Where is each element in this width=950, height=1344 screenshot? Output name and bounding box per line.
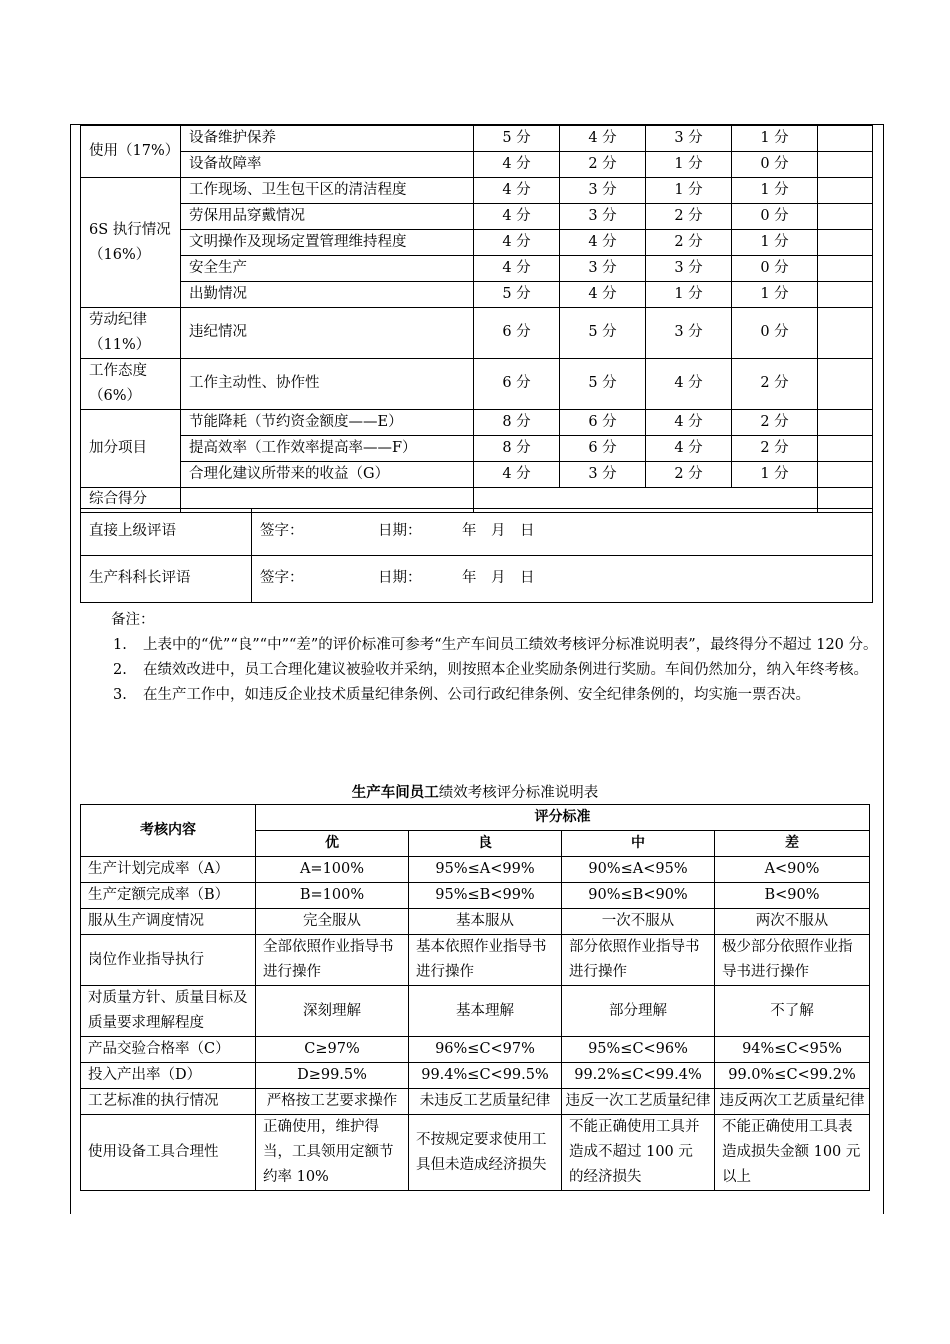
score-cell: 2 分 (732, 359, 818, 410)
standard-cell: 95%≤A<99% (409, 857, 562, 883)
standard-cell: 严格按工艺要求操作 (256, 1089, 409, 1115)
sign-label: 签字： (260, 570, 304, 587)
standard-cell: 违反一次工艺质量纪律 (562, 1089, 715, 1115)
score-cell: 2 分 (732, 410, 818, 436)
content-cell: 使用设备工具合理性 (81, 1115, 256, 1191)
score-cell: 3 分 (646, 308, 732, 359)
score-cell: 4 分 (474, 178, 560, 204)
comment-label: 直接上级评语 (81, 509, 252, 556)
blank-score-cell[interactable] (818, 230, 873, 256)
standard-cell: A=100% (256, 857, 409, 883)
note-text: 上表中的“优”“良”“中”“差”的评价标准可参考“生产车间员工绩效考核评分标准说明表”，最终得分不超过 120 分。 (143, 637, 878, 653)
blank-score-cell[interactable] (818, 410, 873, 436)
title-bold-part: 生产车间员工 (351, 784, 439, 801)
score-cell: 2 分 (646, 230, 732, 256)
score-cell: 2 分 (732, 436, 818, 462)
score-cell: 4 分 (560, 282, 646, 308)
score-cell: 4 分 (474, 230, 560, 256)
standard-row (81, 935, 870, 986)
item-cell: 劳保用品穿戴情况 (181, 204, 474, 230)
standard-row (81, 883, 870, 909)
score-cell: 3 分 (560, 178, 646, 204)
standard-cell: 99.0%≤C<99.2% (715, 1063, 870, 1089)
note-text: 在绩效改进中，员工合理化建议被验收并采纳，则按照本企业奖励条例进行奖励。车间仍然加分，纳入年终考核。 (143, 662, 868, 678)
blank-score-cell[interactable] (818, 204, 873, 230)
date-ymd: 年 月 日 (462, 523, 535, 540)
item-cell: 文明操作及现场定置管理维持程度 (181, 230, 474, 256)
score-cell: 3 分 (560, 204, 646, 230)
note-text: 在生产工作中，如违反企业技术质量纪律条例、公司行政纪律条例、安全纪律条例的，均实施一票否决。 (143, 687, 810, 703)
table-row (81, 410, 873, 436)
standard-cell: 正确使用，维护得当，工具领用定额节约率 10% (256, 1115, 409, 1191)
standard-cell: 不按规定要求使用工具但未造成经济损失 (409, 1115, 562, 1191)
item-cell: 节能降耗（节约资金额度——E） (181, 410, 474, 436)
standard-cell: B=100% (256, 883, 409, 909)
blank-score-cell[interactable] (818, 178, 873, 204)
item-cell: 安全生产 (181, 256, 474, 282)
standard-cell: 99.4%≤C<99.5% (409, 1063, 562, 1089)
standard-cell: 不能正确使用工具表造成损失金额 100 元以上 (715, 1115, 870, 1191)
score-cell: 1 分 (732, 462, 818, 488)
standard-cell: 全部依照作业指导书进行操作 (256, 935, 409, 986)
comments-table (80, 508, 873, 603)
header-standard: 评分标准 (256, 805, 870, 831)
note-number: 2. (113, 662, 127, 678)
standard-cell: A<90% (715, 857, 870, 883)
score-cell: 2 分 (560, 152, 646, 178)
standards-table (80, 804, 870, 1191)
standard-cell: 96%≤C<97% (409, 1037, 562, 1063)
item-cell: 工作主动性、协作性 (181, 359, 474, 410)
score-cell: 3 分 (646, 256, 732, 282)
comment-row (81, 509, 873, 556)
notes (80, 608, 880, 708)
standard-cell: 两次不服从 (715, 909, 870, 935)
score-cell: 4 分 (474, 152, 560, 178)
blank-score-cell[interactable] (818, 436, 873, 462)
score-cell: 5 分 (474, 282, 560, 308)
content-cell: 服从生产调度情况 (81, 909, 256, 935)
score-cell: 2 分 (646, 462, 732, 488)
score-cell: 0 分 (732, 256, 818, 282)
score-cell: 0 分 (732, 152, 818, 178)
score-cell: 1 分 (732, 230, 818, 256)
score-cell: 4 分 (646, 436, 732, 462)
score-cell: 8 分 (474, 436, 560, 462)
score-cell: 6 分 (560, 410, 646, 436)
standards-table-title (0, 781, 950, 802)
score-cell: 6 分 (560, 436, 646, 462)
total-label: 综合得分 (81, 488, 181, 513)
standard-cell: 99.2%≤C<99.4% (562, 1063, 715, 1089)
blank-score-cell[interactable] (818, 308, 873, 359)
header-content: 考核内容 (81, 805, 256, 857)
score-cell: 8 分 (474, 410, 560, 436)
score-cell: 0 分 (732, 308, 818, 359)
table-row (81, 126, 873, 152)
standard-cell: 不能正确使用工具并造成不超过 100 元的经济损失 (562, 1115, 715, 1191)
standard-cell: 94%≤C<95% (715, 1037, 870, 1063)
level-header: 良 (409, 831, 562, 857)
notes-heading: 备注： (111, 612, 155, 628)
note-item (80, 658, 880, 683)
blank-score-cell[interactable] (818, 256, 873, 282)
standard-cell: 部分依照作业指导书进行操作 (562, 935, 715, 986)
score-cell: 2 分 (646, 204, 732, 230)
standard-cell: 深刻理解 (256, 986, 409, 1037)
score-cell: 3 分 (646, 126, 732, 152)
score-cell: 0 分 (732, 204, 818, 230)
blank-score-cell[interactable] (818, 359, 873, 410)
content-cell: 工艺标准的执行情况 (81, 1089, 256, 1115)
blank-score-cell[interactable] (818, 152, 873, 178)
note-item (80, 633, 880, 658)
standard-cell: 完全服从 (256, 909, 409, 935)
standard-cell: D≥99.5% (256, 1063, 409, 1089)
title-rest-part: 绩效考核评分标准说明表 (438, 785, 599, 801)
standard-cell: 不了解 (715, 986, 870, 1037)
item-cell: 工作现场、卫生包干区的清洁程度 (181, 178, 474, 204)
date-label: 日期： (378, 523, 422, 540)
standard-cell: 一次不服从 (562, 909, 715, 935)
score-cell: 5 分 (560, 359, 646, 410)
blank-score-cell[interactable] (818, 282, 873, 308)
standard-cell: 未违反工艺质量纪律 (409, 1089, 562, 1115)
note-item (80, 683, 880, 708)
comment-label: 生产科科长评语 (81, 556, 252, 603)
item-cell: 设备维护保养 (181, 126, 474, 152)
table-row (81, 308, 873, 359)
score-cell: 6 分 (474, 308, 560, 359)
standard-cell: 极少部分依照作业指导书进行操作 (715, 935, 870, 986)
table-row (81, 178, 873, 204)
standard-cell: 基本服从 (409, 909, 562, 935)
standard-row (81, 986, 870, 1037)
item-cell: 合理化建议所带来的收益（G） (181, 462, 474, 488)
score-cell: 5 分 (474, 126, 560, 152)
category-cell: 使用（17%） (81, 126, 181, 178)
table-row (81, 436, 873, 462)
table-row (81, 359, 873, 410)
content-cell: 生产计划完成率（A） (81, 857, 256, 883)
standard-row (81, 1089, 870, 1115)
item-cell: 违纪情况 (181, 308, 474, 359)
standard-cell: 部分理解 (562, 986, 715, 1037)
score-cell: 4 分 (560, 230, 646, 256)
table-row (81, 204, 873, 230)
blank-score-cell[interactable] (818, 126, 873, 152)
standard-row (81, 857, 870, 883)
score-cell: 1 分 (732, 282, 818, 308)
content-cell: 投入产出率（D） (81, 1063, 256, 1089)
score-cell: 4 分 (646, 410, 732, 436)
category-cell: 劳动纪律（11%） (81, 308, 181, 359)
content-cell: 产品交验合格率（C） (81, 1037, 256, 1063)
score-cell: 1 分 (732, 178, 818, 204)
content-cell: 对质量方针、质量目标及质量要求理解程度 (81, 986, 256, 1037)
score-cell: 1 分 (646, 152, 732, 178)
standard-cell: 违反两次工艺质量纪律 (715, 1089, 870, 1115)
item-cell: 设备故障率 (181, 152, 474, 178)
date-label: 日期： (378, 570, 422, 587)
signature-area[interactable] (252, 556, 873, 603)
score-cell: 4 分 (560, 126, 646, 152)
standard-row (81, 1037, 870, 1063)
content-cell: 生产定额完成率（B） (81, 883, 256, 909)
date-ymd: 年 月 日 (462, 570, 535, 587)
table-row (81, 152, 873, 178)
score-cell: 4 分 (474, 204, 560, 230)
standard-row (81, 1115, 870, 1191)
category-cell: 工作态度（6%） (81, 359, 181, 410)
scoring-table (80, 125, 873, 513)
standard-cell: 基本依照作业指导书进行操作 (409, 935, 562, 986)
standard-cell: 95%≤B<99% (409, 883, 562, 909)
score-cell: 4 分 (474, 256, 560, 282)
score-cell: 3 分 (560, 462, 646, 488)
standard-cell: 95%≤C<96% (562, 1037, 715, 1063)
signature-area[interactable] (252, 509, 873, 556)
level-header: 中 (562, 831, 715, 857)
table-row (81, 282, 873, 308)
standard-cell: 基本理解 (409, 986, 562, 1037)
standard-row (81, 909, 870, 935)
content-cell: 岗位作业指导执行 (81, 935, 256, 986)
standard-cell: 90%≤B<90% (562, 883, 715, 909)
comment-row (81, 556, 873, 603)
category-cell: 6S 执行情况（16%） (81, 178, 181, 308)
note-number: 3. (113, 687, 127, 703)
note-number: 1. (113, 637, 127, 653)
score-cell: 1 分 (646, 178, 732, 204)
score-cell: 5 分 (560, 308, 646, 359)
score-cell: 1 分 (732, 126, 818, 152)
blank-score-cell[interactable] (818, 462, 873, 488)
standard-row (81, 1063, 870, 1089)
table-row (81, 256, 873, 282)
score-cell: 3 分 (560, 256, 646, 282)
score-cell: 4 分 (474, 462, 560, 488)
item-cell: 出勤情况 (181, 282, 474, 308)
item-cell: 提高效率（工作效率提高率——F） (181, 436, 474, 462)
sign-label: 签字： (260, 523, 304, 540)
score-cell: 4 分 (646, 359, 732, 410)
score-cell: 6 分 (474, 359, 560, 410)
standard-cell: 90%≤A<95% (562, 857, 715, 883)
category-cell: 加分项目 (81, 410, 181, 488)
level-header: 差 (715, 831, 870, 857)
score-cell: 1 分 (646, 282, 732, 308)
standard-cell: B<90% (715, 883, 870, 909)
table-row (81, 462, 873, 488)
level-header: 优 (256, 831, 409, 857)
table-row (81, 230, 873, 256)
standard-cell: C≥97% (256, 1037, 409, 1063)
